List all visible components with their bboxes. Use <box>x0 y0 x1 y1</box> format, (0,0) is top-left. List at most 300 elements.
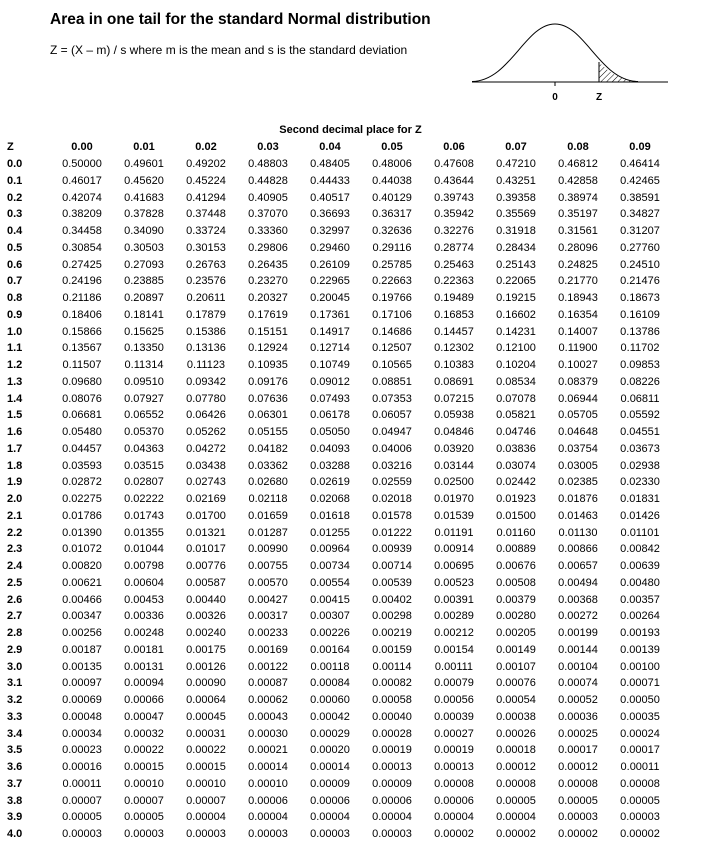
probability-cell: 0.04272 <box>186 442 226 455</box>
probability-cell: 0.09176 <box>248 375 288 388</box>
table-row <box>7 474 671 491</box>
probability-cell: 0.00035 <box>620 710 660 723</box>
table-row <box>7 374 671 391</box>
probability-cell: 0.29116 <box>372 241 412 254</box>
probability-cell: 0.00066 <box>124 694 164 707</box>
z-value-cell: 3.1 <box>7 677 23 690</box>
z-value-cell: 0.0 <box>7 158 23 171</box>
z-label: Z <box>595 92 603 103</box>
probability-cell: 0.00480 <box>620 576 660 589</box>
column-header: 0.03 <box>257 141 279 154</box>
probability-cell: 0.00264 <box>620 610 660 623</box>
probability-cell: 0.00639 <box>620 560 660 573</box>
probability-cell: 0.35197 <box>558 208 598 221</box>
z-value-cell: 0.5 <box>7 241 23 254</box>
probability-cell: 0.01355 <box>124 526 164 539</box>
probability-cell: 0.10027 <box>558 359 598 372</box>
probability-cell: 0.00199 <box>558 627 598 640</box>
probability-cell: 0.00003 <box>558 811 598 824</box>
probability-cell: 0.00131 <box>124 660 164 673</box>
z-value-cell: 1.3 <box>7 375 23 388</box>
probability-cell: 0.00776 <box>186 560 226 573</box>
probability-cell: 0.00013 <box>434 761 474 774</box>
probability-cell: 0.07493 <box>310 392 350 405</box>
formula-text: Z = (X – m) / s where m is the mean and s is the standard deviation <box>50 43 408 57</box>
probability-cell: 0.03144 <box>434 459 474 472</box>
probability-cell: 0.00005 <box>496 794 536 807</box>
table-row <box>7 357 671 374</box>
probability-cell: 0.23576 <box>186 275 226 288</box>
z-value-cell: 3.9 <box>7 811 23 824</box>
probability-cell: 0.25463 <box>434 258 474 271</box>
probability-cell: 0.20897 <box>124 292 164 305</box>
probability-cell: 0.03920 <box>434 442 474 455</box>
probability-cell: 0.40129 <box>372 191 412 204</box>
probability-cell: 0.15386 <box>186 325 226 338</box>
probability-cell: 0.10204 <box>496 359 536 372</box>
probability-cell: 0.06178 <box>310 409 350 422</box>
probability-cell: 0.10565 <box>372 359 412 372</box>
z-value-cell: 2.8 <box>7 627 23 640</box>
probability-cell: 0.00122 <box>248 660 288 673</box>
z-value-cell: 1.4 <box>7 392 23 405</box>
probability-cell: 0.00052 <box>558 694 598 707</box>
probability-cell: 0.00056 <box>434 694 474 707</box>
z-value-cell: 2.2 <box>7 526 23 539</box>
probability-cell: 0.02442 <box>496 476 536 489</box>
probability-cell: 0.00866 <box>558 543 598 556</box>
probability-cell: 0.05705 <box>558 409 598 422</box>
probability-cell: 0.14231 <box>496 325 536 338</box>
probability-cell: 0.03438 <box>186 459 226 472</box>
probability-cell: 0.47210 <box>496 158 536 171</box>
probability-cell: 0.00005 <box>620 794 660 807</box>
probability-cell: 0.00027 <box>434 727 474 740</box>
probability-cell: 0.38591 <box>620 191 660 204</box>
probability-cell: 0.00003 <box>124 828 164 841</box>
probability-cell: 0.30503 <box>124 241 164 254</box>
table-row <box>7 508 671 525</box>
bell-curve <box>472 24 638 82</box>
probability-cell: 0.00004 <box>310 811 350 824</box>
column-header: 0.06 <box>443 141 465 154</box>
probability-cell: 0.19766 <box>372 292 412 305</box>
probability-cell: 0.01463 <box>558 509 598 522</box>
probability-cell: 0.40517 <box>310 191 350 204</box>
probability-cell: 0.05821 <box>496 409 536 422</box>
probability-cell: 0.00034 <box>62 727 102 740</box>
probability-cell: 0.03593 <box>62 459 102 472</box>
probability-cell: 0.40905 <box>248 191 288 204</box>
z-value-cell: 1.0 <box>7 325 23 338</box>
probability-cell: 0.00307 <box>310 610 350 623</box>
probability-cell: 0.00047 <box>124 710 164 723</box>
probability-cell: 0.00272 <box>558 610 598 623</box>
probability-cell: 0.00415 <box>310 593 350 606</box>
probability-cell: 0.00004 <box>248 811 288 824</box>
probability-cell: 0.00004 <box>496 811 536 824</box>
z-value-cell: 2.5 <box>7 576 23 589</box>
probability-cell: 0.45620 <box>124 174 164 187</box>
probability-cell: 0.22663 <box>372 275 412 288</box>
probability-cell: 0.03754 <box>558 442 598 455</box>
probability-cell: 0.00107 <box>496 660 536 673</box>
probability-cell: 0.19489 <box>434 292 474 305</box>
probability-cell: 0.00164 <box>310 643 350 656</box>
probability-cell: 0.00676 <box>496 560 536 573</box>
probability-cell: 0.02559 <box>372 476 412 489</box>
probability-cell: 0.15151 <box>248 325 288 338</box>
probability-cell: 0.23885 <box>124 275 164 288</box>
z-value-cell: 3.0 <box>7 660 23 673</box>
probability-cell: 0.00038 <box>496 710 536 723</box>
z-value-cell: 1.9 <box>7 476 23 489</box>
probability-cell: 0.32636 <box>372 225 412 238</box>
probability-cell: 0.00003 <box>248 828 288 841</box>
probability-cell: 0.00604 <box>124 576 164 589</box>
probability-cell: 0.00012 <box>496 761 536 774</box>
table-row <box>7 240 671 257</box>
probability-cell: 0.00016 <box>62 761 102 774</box>
table-row <box>7 491 671 508</box>
probability-cell: 0.07636 <box>248 392 288 405</box>
probability-cell: 0.08379 <box>558 375 598 388</box>
probability-cell: 0.07078 <box>496 392 536 405</box>
probability-cell: 0.46017 <box>62 174 102 187</box>
probability-cell: 0.02222 <box>124 493 164 506</box>
table-row <box>7 658 671 675</box>
probability-cell: 0.49601 <box>124 158 164 171</box>
probability-cell: 0.00453 <box>124 593 164 606</box>
table-row <box>7 558 671 575</box>
probability-cell: 0.01831 <box>620 493 660 506</box>
probability-cell: 0.44828 <box>248 174 288 187</box>
probability-cell: 0.01786 <box>62 509 102 522</box>
probability-cell: 0.01500 <box>496 509 536 522</box>
table-row <box>7 625 671 642</box>
probability-cell: 0.21476 <box>620 275 660 288</box>
probability-cell: 0.20045 <box>310 292 350 305</box>
probability-cell: 0.00007 <box>62 794 102 807</box>
probability-cell: 0.16853 <box>434 308 474 321</box>
probability-cell: 0.02680 <box>248 476 288 489</box>
probability-cell: 0.27093 <box>124 258 164 271</box>
table-row <box>7 524 671 541</box>
probability-cell: 0.00025 <box>558 727 598 740</box>
probability-cell: 0.30854 <box>62 241 102 254</box>
table-row <box>7 709 671 726</box>
probability-cell: 0.00023 <box>62 744 102 757</box>
probability-cell: 0.00523 <box>434 576 474 589</box>
probability-cell: 0.12924 <box>248 342 288 355</box>
table-row <box>7 608 671 625</box>
probability-cell: 0.30153 <box>186 241 226 254</box>
table-caption: Second decimal place for Z <box>279 124 422 136</box>
probability-cell: 0.00005 <box>62 811 102 824</box>
table-row <box>7 340 671 357</box>
z-value-cell: 1.8 <box>7 459 23 472</box>
probability-cell: 0.12100 <box>496 342 536 355</box>
probability-cell: 0.00205 <box>496 627 536 640</box>
z-value-cell: 2.6 <box>7 593 23 606</box>
table-row <box>7 792 671 809</box>
probability-cell: 0.01618 <box>310 509 350 522</box>
probability-cell: 0.00126 <box>186 660 226 673</box>
probability-cell: 0.00554 <box>310 576 350 589</box>
header-row <box>7 139 671 156</box>
probability-cell: 0.00022 <box>124 744 164 757</box>
probability-cell: 0.39743 <box>434 191 474 204</box>
probability-cell: 0.00494 <box>558 576 598 589</box>
probability-cell: 0.01191 <box>434 526 474 539</box>
z-value-cell: 1.6 <box>7 426 23 439</box>
probability-cell: 0.00024 <box>620 727 660 740</box>
probability-cell: 0.06944 <box>558 392 598 405</box>
probability-cell: 0.37070 <box>248 208 288 221</box>
probability-cell: 0.18673 <box>620 292 660 305</box>
table-row <box>7 742 671 759</box>
probability-cell: 0.00011 <box>620 761 660 774</box>
probability-cell: 0.01321 <box>186 526 226 539</box>
probability-cell: 0.23270 <box>248 275 288 288</box>
probability-cell: 0.11702 <box>620 342 660 355</box>
probability-cell: 0.09012 <box>310 375 350 388</box>
probability-cell: 0.00798 <box>124 560 164 573</box>
probability-cell: 0.46414 <box>620 158 660 171</box>
probability-cell: 0.00219 <box>372 627 412 640</box>
probability-cell: 0.00003 <box>62 828 102 841</box>
probability-cell: 0.14686 <box>372 325 412 338</box>
probability-cell: 0.20327 <box>248 292 288 305</box>
probability-cell: 0.00009 <box>310 777 350 790</box>
z-value-cell: 3.5 <box>7 744 23 757</box>
probability-cell: 0.15866 <box>62 325 102 338</box>
probability-cell: 0.00015 <box>186 761 226 774</box>
probability-cell: 0.09853 <box>620 359 660 372</box>
z-value-cell: 2.4 <box>7 560 23 573</box>
probability-cell: 0.04457 <box>62 442 102 455</box>
probability-cell: 0.05480 <box>62 426 102 439</box>
probability-cell: 0.16354 <box>558 308 598 321</box>
column-header: 0.09 <box>629 141 651 154</box>
table-row <box>7 323 671 340</box>
z-value-cell: 0.4 <box>7 225 23 238</box>
probability-cell: 0.13350 <box>124 342 164 355</box>
probability-cell: 0.00820 <box>62 560 102 573</box>
probability-cell: 0.00017 <box>620 744 660 757</box>
probability-cell: 0.00212 <box>434 627 474 640</box>
probability-cell: 0.00006 <box>372 794 412 807</box>
table-row <box>7 591 671 608</box>
probability-cell: 0.00139 <box>620 643 660 656</box>
z-value-cell: 3.7 <box>7 777 23 790</box>
probability-cell: 0.00010 <box>248 777 288 790</box>
probability-cell: 0.00021 <box>248 744 288 757</box>
probability-cell: 0.12714 <box>310 342 350 355</box>
probability-cell: 0.06681 <box>62 409 102 422</box>
probability-cell: 0.01578 <box>372 509 412 522</box>
probability-cell: 0.00111 <box>434 660 474 673</box>
probability-cell: 0.00090 <box>186 677 226 690</box>
probability-cell: 0.29460 <box>310 241 350 254</box>
probability-cell: 0.00939 <box>372 543 412 556</box>
probability-cell: 0.48405 <box>310 158 350 171</box>
probability-cell: 0.00003 <box>372 828 412 841</box>
probability-cell: 0.01160 <box>496 526 536 539</box>
probability-cell: 0.03836 <box>496 442 536 455</box>
zero-label: 0 <box>552 92 558 103</box>
probability-cell: 0.00026 <box>496 727 536 740</box>
probability-cell: 0.02500 <box>434 476 474 489</box>
probability-cell: 0.39358 <box>496 191 536 204</box>
probability-cell: 0.26109 <box>310 258 350 271</box>
probability-cell: 0.04947 <box>372 426 412 439</box>
probability-cell: 0.18406 <box>62 308 102 321</box>
z-table <box>7 139 671 843</box>
probability-cell: 0.31561 <box>558 225 598 238</box>
probability-cell: 0.04551 <box>620 426 660 439</box>
probability-cell: 0.10935 <box>248 359 288 372</box>
table-row <box>7 407 671 424</box>
probability-cell: 0.01743 <box>124 509 164 522</box>
probability-cell: 0.00317 <box>248 610 288 623</box>
probability-cell: 0.00014 <box>248 761 288 774</box>
z-value-cell: 1.1 <box>7 342 23 355</box>
table-row <box>7 642 671 659</box>
probability-cell: 0.24825 <box>558 258 598 271</box>
probability-cell: 0.01970 <box>434 493 474 506</box>
probability-cell: 0.01659 <box>248 509 288 522</box>
probability-cell: 0.00003 <box>186 828 226 841</box>
probability-cell: 0.00036 <box>558 710 598 723</box>
probability-cell: 0.00402 <box>372 593 412 606</box>
probability-cell: 0.03362 <box>248 459 288 472</box>
probability-cell: 0.05938 <box>434 409 474 422</box>
probability-cell: 0.00006 <box>310 794 350 807</box>
probability-cell: 0.00071 <box>620 677 660 690</box>
probability-cell: 0.04363 <box>124 442 164 455</box>
probability-cell: 0.44433 <box>310 174 350 187</box>
probability-cell: 0.11123 <box>186 359 226 372</box>
probability-cell: 0.21186 <box>62 292 102 305</box>
z-value-cell: 1.2 <box>7 359 23 372</box>
probability-cell: 0.00022 <box>186 744 226 757</box>
probability-cell: 0.00248 <box>124 627 164 640</box>
probability-cell: 0.00006 <box>248 794 288 807</box>
table-row <box>7 759 671 776</box>
probability-cell: 0.00187 <box>62 643 102 656</box>
probability-cell: 0.00002 <box>620 828 660 841</box>
probability-cell: 0.25785 <box>372 258 412 271</box>
probability-cell: 0.00734 <box>310 560 350 573</box>
probability-cell: 0.16109 <box>620 308 660 321</box>
probability-cell: 0.00914 <box>434 543 474 556</box>
probability-cell: 0.34458 <box>62 225 102 238</box>
table-row <box>7 441 671 458</box>
probability-cell: 0.00175 <box>186 643 226 656</box>
probability-cell: 0.24510 <box>620 258 660 271</box>
probability-cell: 0.00039 <box>434 710 474 723</box>
z-value-cell: 0.1 <box>7 174 23 187</box>
z-value-cell: 0.7 <box>7 275 23 288</box>
probability-cell: 0.00043 <box>248 710 288 723</box>
probability-cell: 0.00019 <box>372 744 412 757</box>
probability-cell: 0.04746 <box>496 426 536 439</box>
probability-cell: 0.00144 <box>558 643 598 656</box>
probability-cell: 0.00097 <box>62 677 102 690</box>
probability-cell: 0.33724 <box>186 225 226 238</box>
probability-cell: 0.00004 <box>434 811 474 824</box>
probability-cell: 0.07215 <box>434 392 474 405</box>
probability-cell: 0.00280 <box>496 610 536 623</box>
probability-cell: 0.00006 <box>434 794 474 807</box>
table-row <box>7 290 671 307</box>
probability-cell: 0.09680 <box>62 375 102 388</box>
probability-cell: 0.09342 <box>186 375 226 388</box>
table-row <box>7 809 671 826</box>
probability-cell: 0.00050 <box>620 694 660 707</box>
z-value-cell: 0.2 <box>7 191 23 204</box>
probability-cell: 0.01017 <box>186 543 226 556</box>
probability-cell: 0.03515 <box>124 459 164 472</box>
probability-cell: 0.00029 <box>310 727 350 740</box>
probability-cell: 0.13136 <box>186 342 226 355</box>
probability-cell: 0.00069 <box>62 694 102 707</box>
probability-cell: 0.00159 <box>372 643 412 656</box>
probability-cell: 0.01876 <box>558 493 598 506</box>
probability-cell: 0.00233 <box>248 627 288 640</box>
probability-cell: 0.17879 <box>186 308 226 321</box>
probability-cell: 0.01539 <box>434 509 474 522</box>
probability-cell: 0.00002 <box>496 828 536 841</box>
probability-cell: 0.00104 <box>558 660 598 673</box>
probability-cell: 0.31207 <box>620 225 660 238</box>
probability-cell: 0.00064 <box>186 694 226 707</box>
probability-cell: 0.28096 <box>558 241 598 254</box>
probability-cell: 0.00135 <box>62 660 102 673</box>
probability-cell: 0.01923 <box>496 493 536 506</box>
probability-cell: 0.00621 <box>62 576 102 589</box>
probability-cell: 0.41294 <box>186 191 226 204</box>
probability-cell: 0.03288 <box>310 459 350 472</box>
probability-cell: 0.00054 <box>496 694 536 707</box>
probability-cell: 0.07353 <box>372 392 412 405</box>
probability-cell: 0.00074 <box>558 677 598 690</box>
probability-cell: 0.00082 <box>372 677 412 690</box>
column-header: 0.04 <box>319 141 341 154</box>
z-value-cell: 2.7 <box>7 610 23 623</box>
probability-cell: 0.00028 <box>372 727 412 740</box>
probability-cell: 0.00030 <box>248 727 288 740</box>
probability-cell: 0.48803 <box>248 158 288 171</box>
probability-cell: 0.42858 <box>558 174 598 187</box>
probability-cell: 0.14457 <box>434 325 474 338</box>
table-row <box>7 156 671 173</box>
probability-cell: 0.32997 <box>310 225 350 238</box>
probability-cell: 0.45224 <box>186 174 226 187</box>
probability-cell: 0.00094 <box>124 677 164 690</box>
probability-cell: 0.22065 <box>496 275 536 288</box>
probability-cell: 0.29806 <box>248 241 288 254</box>
probability-cell: 0.02872 <box>62 476 102 489</box>
probability-cell: 0.00570 <box>248 576 288 589</box>
probability-cell: 0.02068 <box>310 493 350 506</box>
probability-cell: 0.07927 <box>124 392 164 405</box>
probability-cell: 0.00003 <box>620 811 660 824</box>
probability-cell: 0.21770 <box>558 275 598 288</box>
z-value-cell: 0.3 <box>7 208 23 221</box>
probability-cell: 0.06301 <box>248 409 288 422</box>
